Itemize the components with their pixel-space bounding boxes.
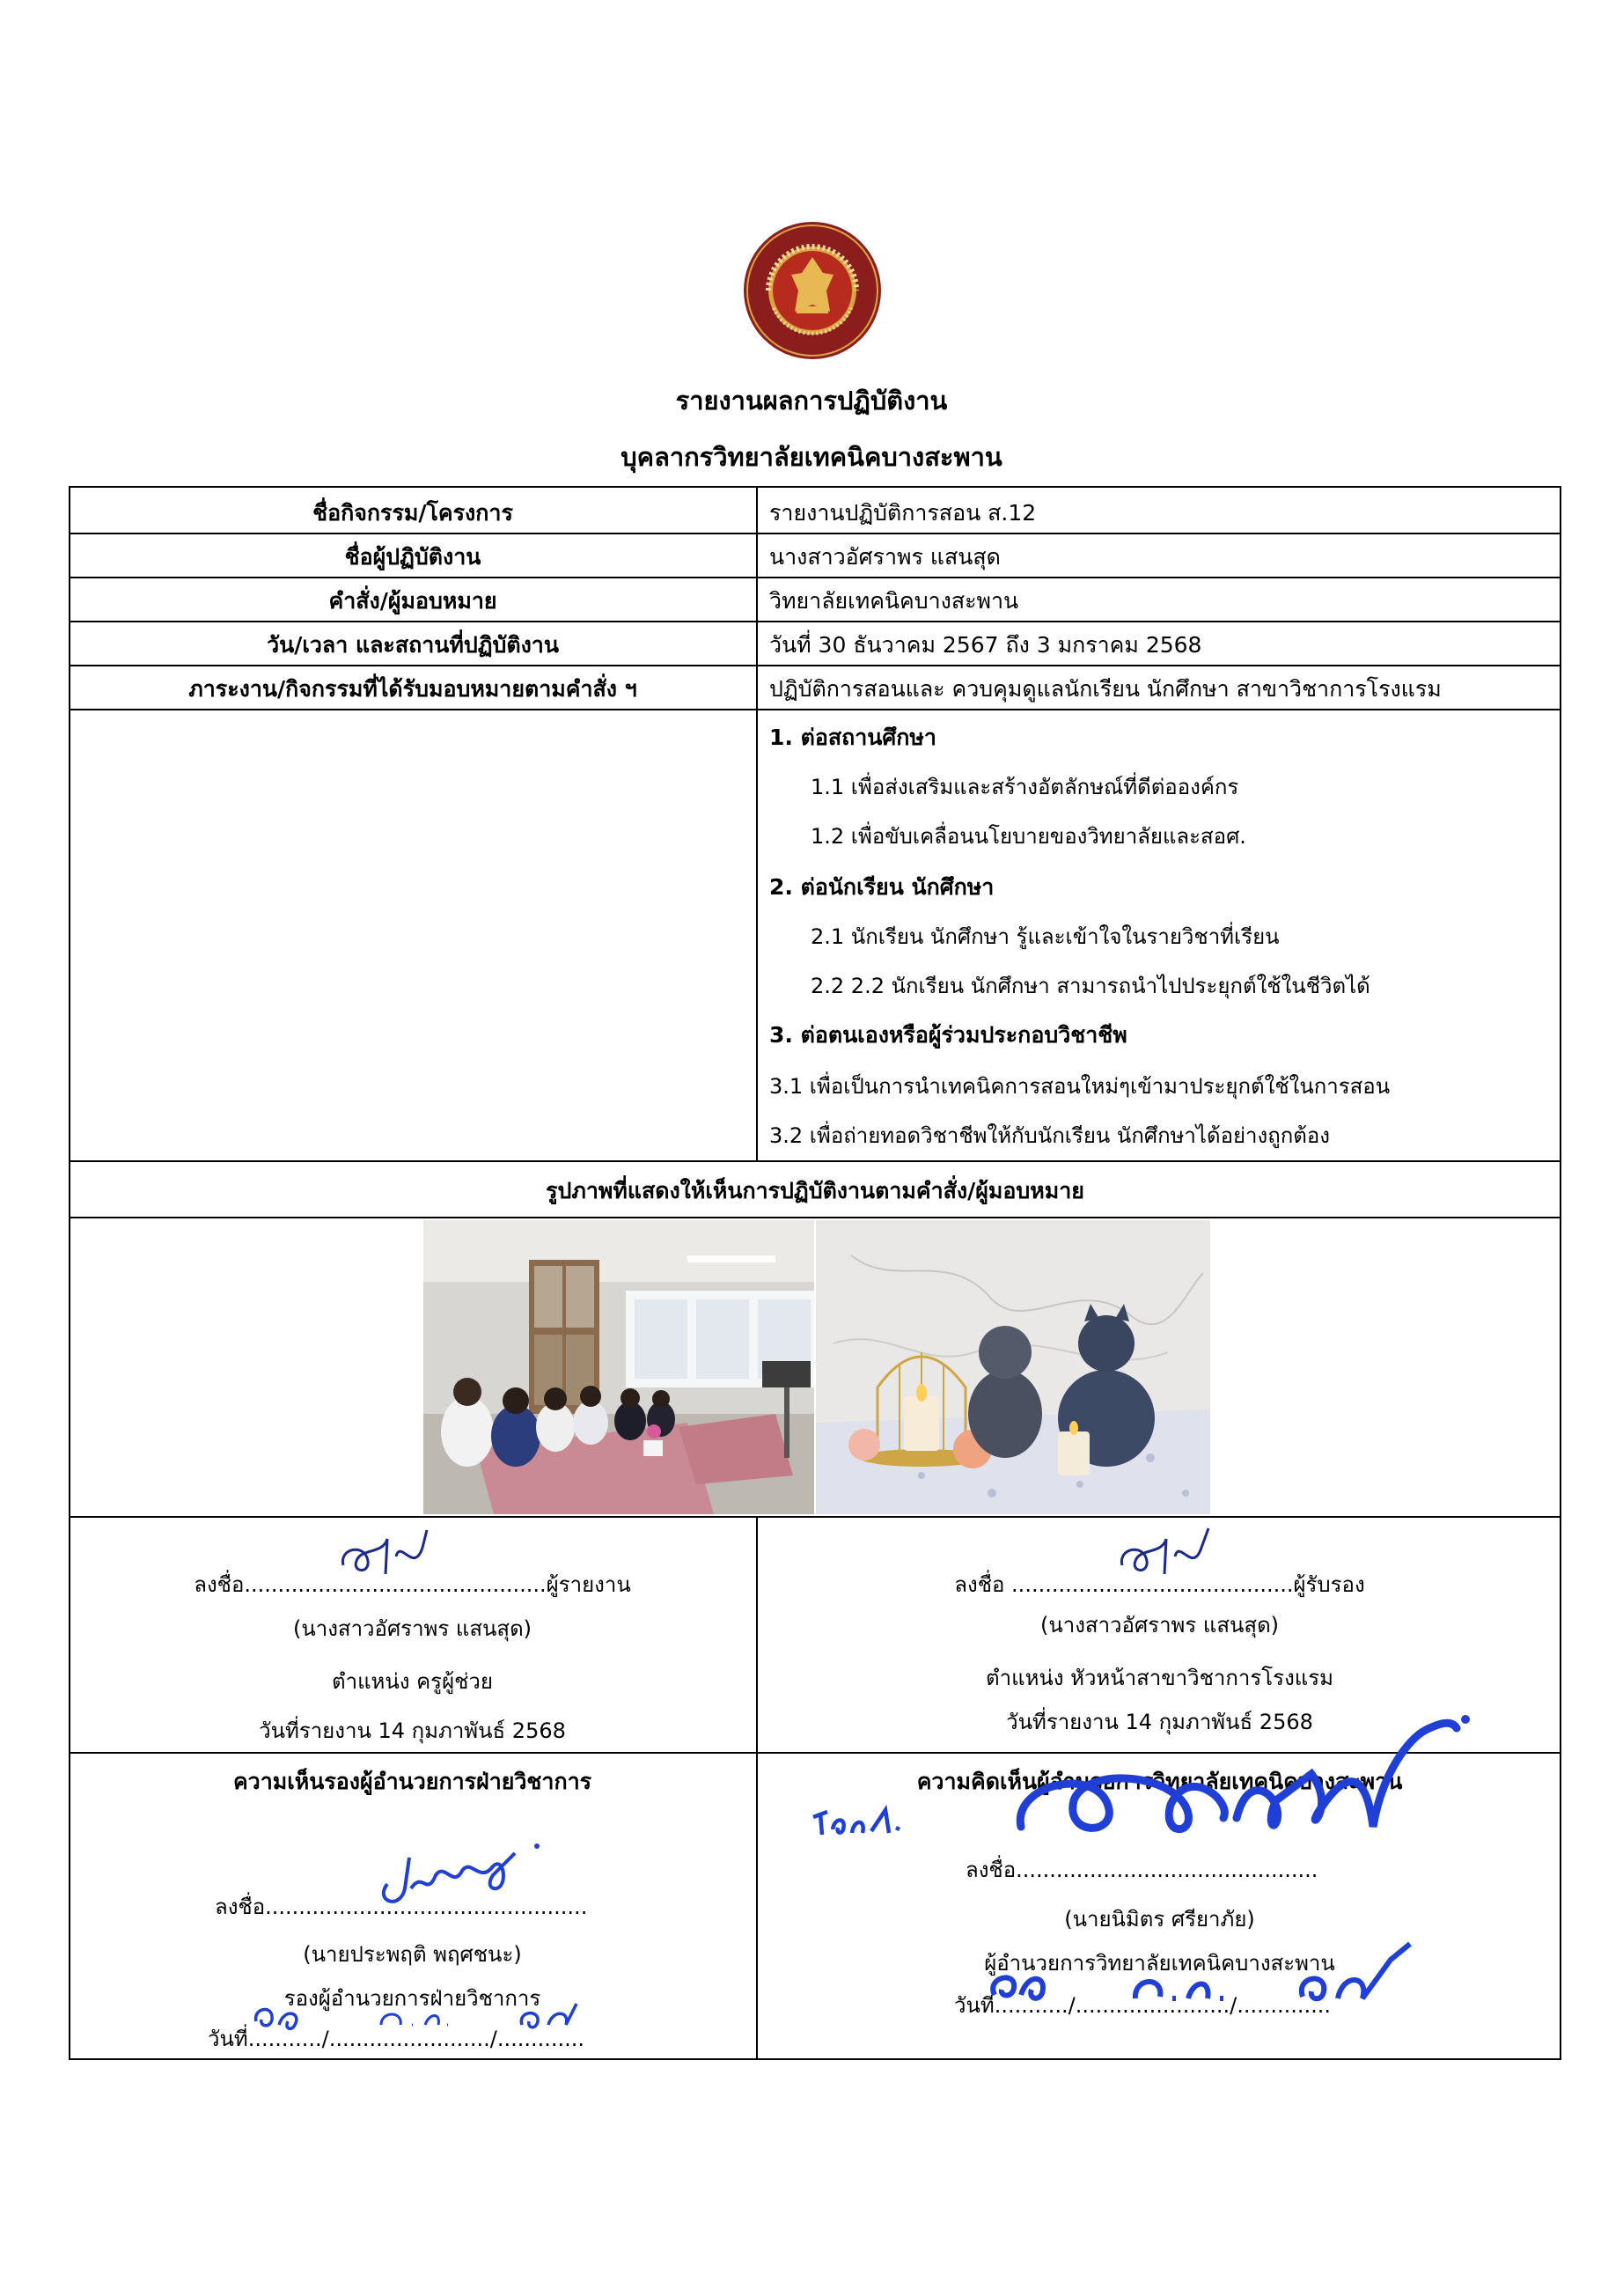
certifier-position: ตำแหน่ง หัวหน้าสาขาวิชาการโรงแรม	[986, 1666, 1333, 1690]
photo-section-heading: รูปภาพที่แสดงให้เห็นการปฏิบัติงานตามคำสั่ง/ผู้มอบหมาย	[546, 1178, 1084, 1203]
deputy-sign-line: ลงชื่อ................................................	[215, 1895, 588, 1919]
deputy-opinion-heading: ความเห็นรองผู้อำนวยการฝ่ายวิชาการ	[232, 1769, 592, 1794]
objective-item: 3.1 เพื่อเป็นการนำเทคนิคการสอนใหม่ๆเข้ามาประยุกต์ใช้ในการสอน	[769, 1074, 1391, 1099]
row-divider	[69, 709, 1561, 710]
deputy-date-line: วันที่.........../......................../.............	[208, 2027, 585, 2051]
director-position: ผู้อำนวยการวิทยาลัยเทคนิคบางสะพาน	[984, 1951, 1335, 1976]
certifier-date: วันที่รายงาน 14 กุมภาพันธ์ 2568	[1006, 1710, 1313, 1734]
certifier-sign-line: ลงชื่อ ..........................................ผู้รับรอง	[954, 1572, 1365, 1597]
row-divider	[69, 1516, 1561, 1518]
objective-item: 2.2 2.2 นักเรียน นักศึกษา สามารถนำไปประยุกต์ใช้ในชีวิตได้	[811, 974, 1370, 998]
info-value-order: วิทยาลัยเทคนิคบางสะพาน	[769, 588, 1019, 614]
row-divider	[69, 1160, 1561, 1162]
deputy-position: รองผู้อำนวยการฝ่ายวิชาการ	[283, 1986, 541, 2011]
row-divider	[69, 1217, 1561, 1218]
report-subtitle: บุคลากรวิทยาลัยเทคนิคบางสะพาน	[621, 442, 1002, 472]
report-title: รายงานผลการปฏิบัติงาน	[675, 386, 948, 416]
row-divider	[69, 621, 1561, 622]
towel-art-photo	[816, 1220, 1210, 1514]
director-handwritten-note	[808, 1792, 914, 1847]
row-divider	[69, 577, 1561, 578]
info-label-datetime: วัน/เวลา และสถานที่ปฏิบัติงาน	[267, 632, 559, 658]
objective-heading-self: 3. ต่อตนเองหรือผู้ร่วมประกอบวิชาชีพ	[769, 1022, 1127, 1048]
reporter-sign-line: ลงชื่อ.............................................ผู้รายงาน	[194, 1572, 631, 1597]
reporter-name: (นางสาวอัศราพร แสนสุด)	[292, 1616, 532, 1641]
college-logo	[742, 220, 883, 361]
director-name: (นายนิมิตร ศรียาภัย)	[1064, 1907, 1255, 1932]
director-handwritten-date	[977, 1933, 1417, 2021]
objective-item: 1.1 เพื่อส่งเสริมและสร้างอัตลักษณ์ที่ดีต่อองค์กร	[811, 775, 1239, 799]
reporter-position: ตำแหน่ง ครูผู้ช่วย	[332, 1669, 493, 1694]
info-value-task: ปฏิบัติการสอนและ ควบคุมดูแลนักเรียน นักศึกษา สาขาวิชาการโรงแรม	[769, 676, 1442, 702]
objective-heading-students: 2. ต่อนักเรียน นักศึกษา	[769, 874, 995, 900]
certifier-name: (นางสาวอัศราพร แสนสุด)	[1039, 1613, 1280, 1637]
info-label-operator: ชื่อผู้ปฏิบัติงาน	[344, 544, 481, 570]
info-value-datetime: วันที่ 30 ธันวาคม 2567 ถึง 3 มกราคม 2568	[769, 632, 1202, 658]
row-divider	[69, 533, 1561, 534]
director-date-line: วันที่.........../......................./..............	[954, 1993, 1332, 2018]
objective-heading-institution: 1. ต่อสถานศึกษา	[769, 725, 936, 750]
reporter-date: วันที่รายงาน 14 กุมภาพันธ์ 2568	[259, 1718, 566, 1743]
row-divider	[69, 665, 1561, 666]
objective-item: 1.2 เพื่อขับเคลื่อนนโยบายของวิทยาลัยและสอศ.	[811, 824, 1246, 849]
classroom-photo	[423, 1220, 814, 1514]
column-divider	[756, 486, 758, 1160]
director-sign-line: ลงชื่อ.............................................	[966, 1858, 1318, 1882]
info-label-activity: ชื่อกิจกรรม/โครงการ	[312, 500, 513, 526]
director-signature	[1003, 1704, 1479, 1862]
director-opinion-heading: ความคิดเห็นผู้อำนวยการวิทยาลัยเทคนิคบางสะพาน	[916, 1769, 1403, 1794]
info-label-order: คำสั่ง/ผู้มอบหมาย	[328, 588, 497, 614]
deputy-handwritten-date	[249, 1986, 636, 2042]
info-label-task: ภาระงาน/กิจกรรมที่ได้รับมอบหมายตามคำสั่ง ฯ	[188, 676, 637, 702]
reporter-signature	[334, 1521, 466, 1583]
info-value-operator: นางสาวอัศราพร แสนสุด	[769, 544, 1001, 570]
objective-item: 3.2 เพื่อถ่ายทอดวิชาชีพให้กับนักเรียน นักศึกษาได้อย่างถูกต้อง	[769, 1123, 1331, 1148]
info-value-activity: รายงานปฏิบัติการสอน ส.12	[769, 500, 1037, 526]
deputy-name: (นายประพฤติ พฤศชนะ)	[303, 1942, 522, 1967]
certifier-signature	[1113, 1521, 1245, 1583]
objective-item: 2.1 นักเรียน นักศึกษา รู้และเข้าใจในรายวิชาที่เรียน	[811, 924, 1280, 949]
